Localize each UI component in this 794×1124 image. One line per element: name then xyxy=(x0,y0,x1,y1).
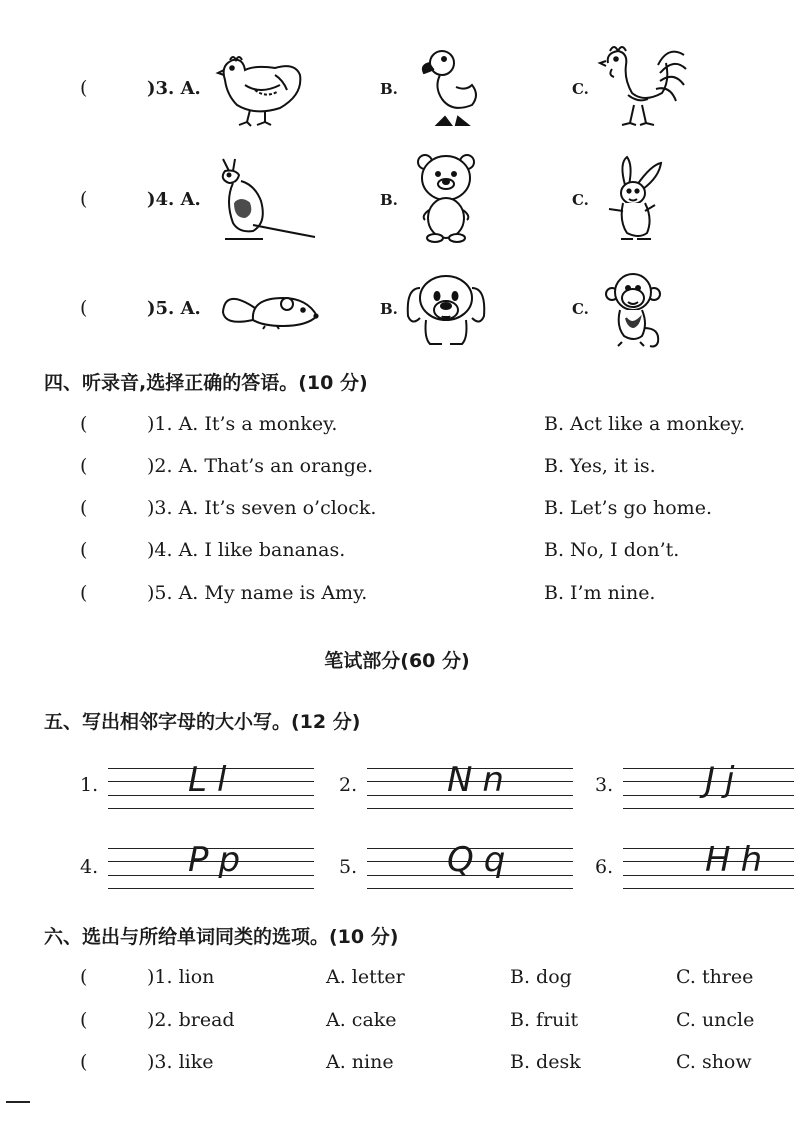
option-b-text: B. desk xyxy=(510,1051,581,1073)
answer-paren[interactable]: ( xyxy=(80,188,88,210)
option-c-text: C. uncle xyxy=(676,1009,755,1031)
mouse-icon[interactable] xyxy=(215,290,319,330)
item-number: 6. xyxy=(595,856,614,878)
monkey-icon[interactable] xyxy=(604,272,666,348)
item-number: 4. xyxy=(80,856,99,878)
option-c-text: C. show xyxy=(676,1051,752,1073)
option-c-label: C. xyxy=(572,300,589,318)
handwritten-letters: Pp xyxy=(188,840,251,880)
answer-paren[interactable]: ( xyxy=(80,77,88,99)
option-a-text: )1. A. It’s a monkey. xyxy=(147,413,338,435)
question-number: )4. A. xyxy=(147,189,201,210)
option-a-text: )2. A. That’s an orange. xyxy=(147,455,374,477)
writing-lines[interactable] xyxy=(108,840,314,890)
answer-paren[interactable]: ( xyxy=(80,966,88,988)
writing-lines[interactable] xyxy=(623,840,794,890)
option-a-text: A. letter xyxy=(326,966,405,988)
question-number: )5. A. xyxy=(147,298,201,319)
option-a-text: A. nine xyxy=(326,1051,394,1073)
handwritten-letters: Ll xyxy=(188,760,237,800)
item-number: 3. xyxy=(595,774,614,796)
option-a-text: )3. A. It’s seven o’clock. xyxy=(147,497,377,519)
answer-paren[interactable]: ( xyxy=(80,1051,88,1073)
answer-paren[interactable]: ( xyxy=(80,1009,88,1031)
option-b-text: B. Act like a monkey. xyxy=(544,413,746,435)
option-b-text: B. I’m nine. xyxy=(544,582,656,604)
option-b-label: B. xyxy=(380,300,398,318)
option-b-text: B. Let’s go home. xyxy=(544,497,712,519)
given-word: )2. bread xyxy=(147,1009,235,1031)
option-b-label: B. xyxy=(380,191,398,209)
rooster-icon[interactable] xyxy=(598,43,690,133)
option-c-label: C. xyxy=(572,191,589,209)
dog-icon[interactable] xyxy=(406,270,486,348)
page-edge-mark xyxy=(6,1101,30,1103)
item-number: 2. xyxy=(339,774,358,796)
hen-icon[interactable] xyxy=(215,50,305,130)
writing-lines[interactable] xyxy=(623,760,794,810)
option-b-text: B. fruit xyxy=(510,1009,579,1031)
given-word: )1. lion xyxy=(147,966,215,988)
section-6-title: 六、选出与所给单词同类的选项。(10 分) xyxy=(44,926,399,948)
option-b-text: B. No, I don’t. xyxy=(544,539,680,561)
option-c-text: C. three xyxy=(676,966,754,988)
option-a-text: )4. A. I like bananas. xyxy=(147,539,346,561)
answer-paren[interactable]: ( xyxy=(80,413,88,435)
option-a-text: A. cake xyxy=(326,1009,397,1031)
rabbit-icon[interactable] xyxy=(605,155,665,243)
item-number: 5. xyxy=(339,856,358,878)
item-number: 1. xyxy=(80,774,99,796)
written-part-title: 笔试部分(60 分) xyxy=(324,650,470,672)
question-number: )3. A. xyxy=(147,78,201,99)
bear-icon[interactable] xyxy=(415,152,477,244)
handwritten-letters: Qq xyxy=(447,840,516,880)
answer-paren[interactable]: ( xyxy=(80,455,88,477)
writing-lines[interactable] xyxy=(367,760,573,810)
handwritten-letters: Nn xyxy=(447,760,514,800)
option-a-text: )5. A. My name is Amy. xyxy=(147,582,368,604)
duck-icon[interactable] xyxy=(420,47,480,129)
answer-paren[interactable]: ( xyxy=(80,497,88,519)
handwritten-letters: Hh xyxy=(705,840,773,880)
section-4-title: 四、听录音,选择正确的答语。(10 分) xyxy=(44,372,368,394)
handwritten-letters: Jj xyxy=(705,760,745,800)
section-5-title: 五、写出相邻字母的大小写。(12 分) xyxy=(44,711,361,733)
option-b-text: B. Yes, it is. xyxy=(544,455,656,477)
kangaroo-icon[interactable] xyxy=(215,155,320,243)
answer-paren[interactable]: ( xyxy=(80,582,88,604)
given-word: )3. like xyxy=(147,1051,214,1073)
option-b-text: B. dog xyxy=(510,966,572,988)
answer-paren[interactable]: ( xyxy=(80,297,88,319)
option-c-label: C. xyxy=(572,80,589,98)
option-b-label: B. xyxy=(380,80,398,98)
answer-paren[interactable]: ( xyxy=(80,539,88,561)
writing-lines[interactable] xyxy=(108,760,314,810)
writing-lines[interactable] xyxy=(367,840,573,890)
